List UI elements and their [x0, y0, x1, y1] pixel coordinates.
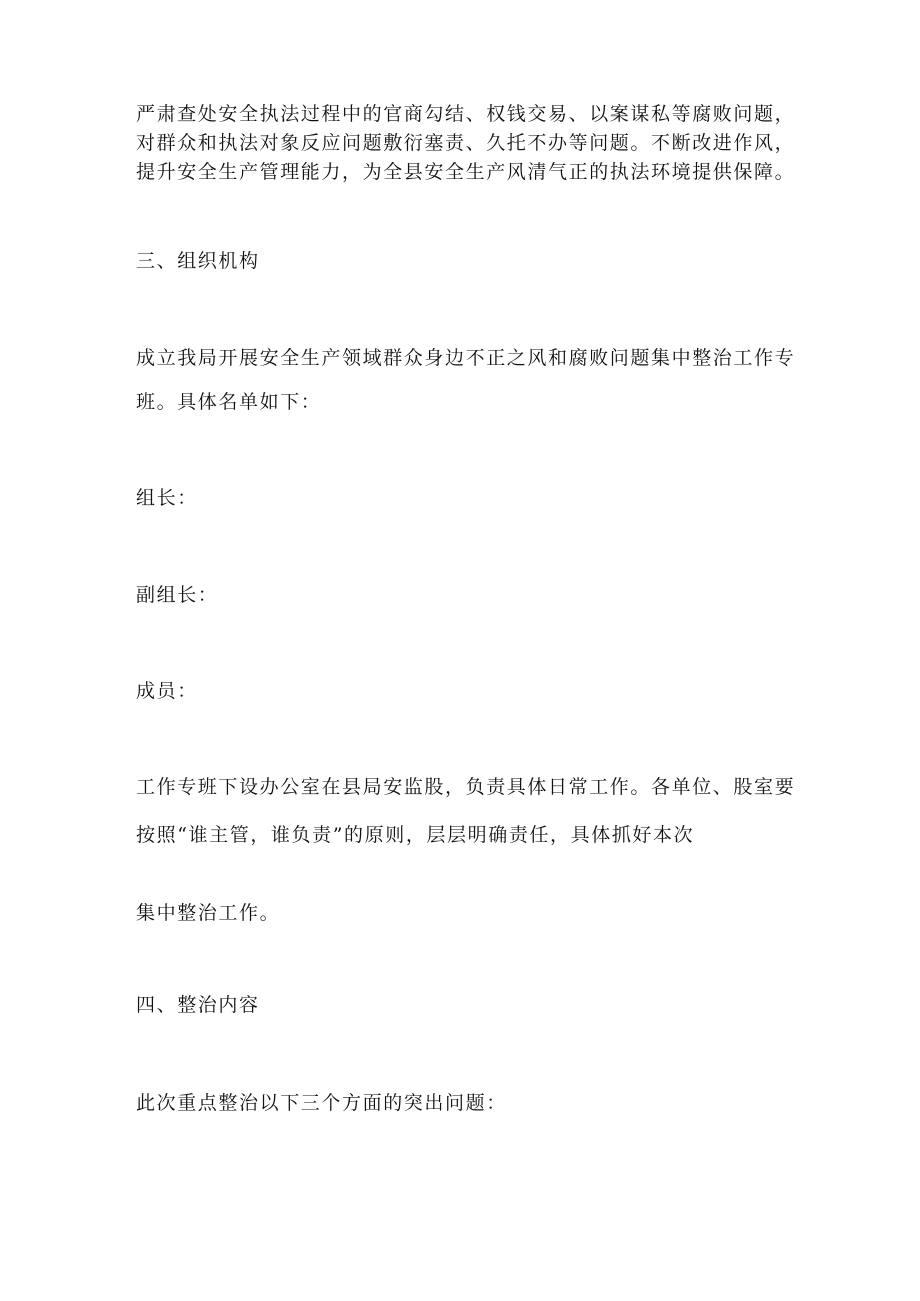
section-4-para: 此次重点整治以下三个方面的突出问题：: [136, 1092, 507, 1114]
intro-line-2: 对群众和执法对象反应问题敷衍塞责、久托不办等问题。不断改进作风，: [136, 132, 796, 154]
section-3-heading: 三、组织机构: [136, 250, 260, 272]
role-members: 成员：: [136, 680, 198, 702]
office-para-line-1: 工作专班下设办公室在县局安监股，负责具体日常工作。各单位、股室要: [136, 776, 796, 798]
intro-line-3: 提升安全生产管理能力，为全县安全生产风清气正的执法环境提供保障。: [136, 161, 796, 183]
role-deputy: 副组长：: [136, 584, 219, 606]
office-para-line-2: 按照“谁主管，谁负责”的原则，层层明确责任，具体抓好本次: [136, 824, 695, 846]
section-3-para-line-2: 班。具体名单如下：: [136, 391, 322, 413]
office-para-line-3: 集中整治工作。: [136, 902, 281, 924]
role-leader: 组长：: [136, 487, 198, 509]
section-4-heading: 四、整治内容: [136, 994, 260, 1016]
intro-line-1: 严肃查处安全执法过程中的官商勾结、权钱交易、以案谋私等腐败问题，: [136, 103, 796, 125]
section-3-para-line-1: 成立我局开展安全生产领域群众身边不正之风和腐败问题集中整治工作专: [136, 347, 796, 369]
